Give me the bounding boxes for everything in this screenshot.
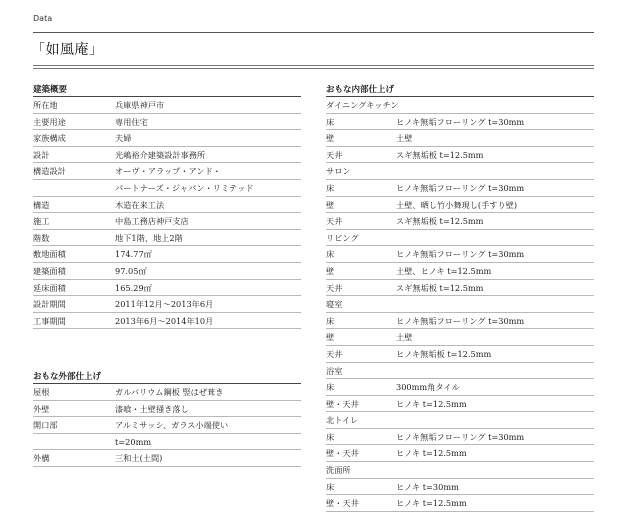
row-label: 壁・天井 (326, 398, 359, 409)
row-label: 床 (326, 116, 335, 127)
row-value: ヒノキ t=12.5mm (396, 498, 467, 509)
room-heading (326, 296, 594, 313)
row-value: ヒノキ t=12.5mm (396, 448, 467, 459)
row-value: 木造在来工法 (115, 199, 165, 210)
row-value: 土壁 (396, 332, 413, 343)
row-label (33, 434, 115, 450)
title-rule-double (33, 68, 594, 69)
page-title: 「如風庵」 (31, 42, 104, 58)
row-value: ヒノキ無垢フローリング t=30mm (396, 431, 525, 442)
room-heading (326, 230, 594, 247)
row-value: スギ無垢板 t=12.5mm (396, 282, 484, 293)
row-label: 外壁 (33, 403, 50, 414)
row-value: 165.29㎡ (115, 282, 152, 293)
table-row (33, 180, 301, 197)
row-value: ヒノキ無垢フローリング t=30mm (396, 315, 525, 326)
table-row (326, 379, 594, 396)
row-value: 97.05㎡ (115, 265, 147, 276)
row-value: 土壁、晒し竹小舞現し(手すり壁) (396, 199, 518, 210)
overview-heading: 建築概要 (33, 84, 301, 97)
interior-section (326, 84, 594, 512)
row-label: 壁 (326, 332, 335, 343)
row-label: 床 (326, 249, 335, 260)
exterior-table (33, 384, 301, 467)
room-name: 寝室 (326, 299, 343, 310)
row-label: 施工 (33, 216, 50, 227)
row-value: 土壁、ヒノキ t=12.5mm (396, 265, 492, 276)
table-row (33, 147, 301, 164)
row-label: 天井 (326, 282, 343, 293)
exterior-section (33, 371, 301, 467)
table-row (326, 280, 594, 297)
table-row (326, 147, 594, 164)
table-row (326, 429, 594, 446)
row-label: 壁・天井 (326, 448, 359, 459)
overview-section (33, 84, 301, 329)
data-label: Data (33, 14, 53, 23)
row-label: 主要用途 (33, 116, 66, 127)
table-row (326, 346, 594, 363)
table-row (33, 450, 301, 467)
table-row (33, 313, 301, 330)
row-value: スギ無垢板 t=12.5mm (396, 149, 484, 160)
table-row (326, 329, 594, 346)
table-row (326, 130, 594, 147)
room-heading (326, 163, 594, 180)
row-value: 土壁 (396, 133, 413, 144)
row-value: パートナーズ・ジャパン・リミテッド (115, 182, 254, 193)
room-heading (326, 97, 594, 114)
table-row (33, 97, 301, 114)
table-row (33, 280, 301, 297)
row-label: 壁 (326, 133, 335, 144)
header-rule (33, 32, 594, 33)
table-row (33, 246, 301, 263)
row-label: 所在地 (33, 100, 58, 110)
table-row (33, 401, 301, 418)
table-row (33, 417, 301, 434)
row-value: ガルバリウム鋼板 竪はぜ葺き (115, 387, 224, 397)
row-value: アルミサッシ、ガラス小端使い (115, 420, 229, 431)
table-row (33, 114, 301, 131)
row-value: 地下1階、地上2階 (115, 232, 183, 243)
row-label: 壁 (326, 199, 335, 210)
row-label: 構造 (33, 199, 50, 210)
row-label: 床 (326, 315, 335, 326)
room-name: ダイニングキッチン (326, 100, 399, 110)
interior-heading: おもな内部仕上げ (326, 84, 594, 97)
row-value: ヒノキ無垢板 t=12.5mm (396, 348, 492, 359)
title-rule (33, 65, 594, 66)
row-value: 兵庫県神戸市 (115, 100, 165, 110)
row-label (33, 180, 115, 196)
table-row (33, 197, 301, 214)
table-row (33, 434, 301, 451)
row-value: ヒノキ無垢フローリング t=30mm (396, 116, 525, 127)
row-label: 屋根 (33, 387, 50, 397)
row-label: 建築面積 (33, 265, 66, 276)
row-label: 設計 (33, 149, 50, 160)
table-row (326, 213, 594, 230)
exterior-heading: おもな外部仕上げ (33, 371, 301, 384)
table-row (326, 396, 594, 413)
row-label: 構造設計 (33, 166, 66, 177)
row-value: ヒノキ t=12.5mm (396, 398, 467, 409)
room-name: 北トイレ (326, 415, 359, 426)
row-value: スギ無垢板 t=12.5mm (396, 216, 484, 227)
room-name: 洗面所 (326, 465, 351, 476)
room-heading (326, 412, 594, 429)
row-value: ヒノキ無垢フローリング t=30mm (396, 182, 525, 193)
row-label: 床 (326, 481, 335, 492)
row-label: 天井 (326, 348, 343, 359)
row-value: 2013年6月〜2014年10月 (115, 315, 214, 326)
table-row (326, 479, 594, 496)
row-label: 壁 (326, 265, 335, 276)
table-row (33, 163, 301, 180)
room-name: サロン (326, 166, 351, 177)
row-value: 三和土(土間) (115, 453, 163, 464)
table-row (33, 296, 301, 313)
row-label: 敷地面積 (33, 249, 66, 260)
table-row (33, 263, 301, 280)
row-label: 開口部 (33, 420, 58, 431)
row-label: 延床面積 (33, 282, 66, 293)
row-value: ヒノキ t=30mm (396, 481, 459, 492)
room-name: リビング (326, 232, 359, 243)
row-value: 中島工務店神戸支店 (115, 216, 189, 227)
row-value: オーヴ・アラップ・アンド・ (115, 166, 221, 177)
room-name: 浴室 (326, 365, 343, 376)
row-label: 床 (326, 431, 335, 442)
row-label: 工事期間 (33, 315, 66, 326)
table-row (326, 445, 594, 462)
table-row (326, 114, 594, 131)
table-row (326, 246, 594, 263)
row-label: 設計期間 (33, 299, 66, 310)
table-row (326, 180, 594, 197)
row-value: 2011年12月〜2013年6月 (115, 299, 214, 310)
interior-table (326, 97, 594, 512)
row-label: 階数 (33, 232, 50, 243)
table-row (33, 384, 301, 401)
row-value: ヒノキ無垢フローリング t=30mm (396, 249, 525, 260)
row-label: 床 (326, 182, 335, 193)
row-label: 床 (326, 382, 335, 393)
table-row (326, 313, 594, 330)
row-value: 専用住宅 (115, 116, 148, 127)
row-value: 300mm角タイル (396, 382, 460, 393)
table-row (326, 495, 594, 512)
row-label: 天井 (326, 149, 343, 160)
row-value: 夫婦 (115, 133, 132, 144)
table-row (33, 213, 301, 230)
row-value: 174.77㎡ (115, 249, 152, 260)
room-heading (326, 363, 594, 380)
row-value: 光嶋裕介建築設計事務所 (115, 149, 206, 160)
table-row (326, 263, 594, 280)
table-row (33, 130, 301, 147)
room-heading (326, 462, 594, 479)
row-label: 家族構成 (33, 133, 66, 144)
row-label: 天井 (326, 216, 343, 227)
overview-table (33, 97, 301, 329)
row-value: 漆喰・土壁掻き落し (115, 403, 189, 414)
table-row (33, 230, 301, 247)
table-row (326, 197, 594, 214)
row-label: 外構 (33, 453, 50, 464)
row-value: t=20mm (115, 436, 152, 447)
row-label: 壁・天井 (326, 498, 359, 509)
